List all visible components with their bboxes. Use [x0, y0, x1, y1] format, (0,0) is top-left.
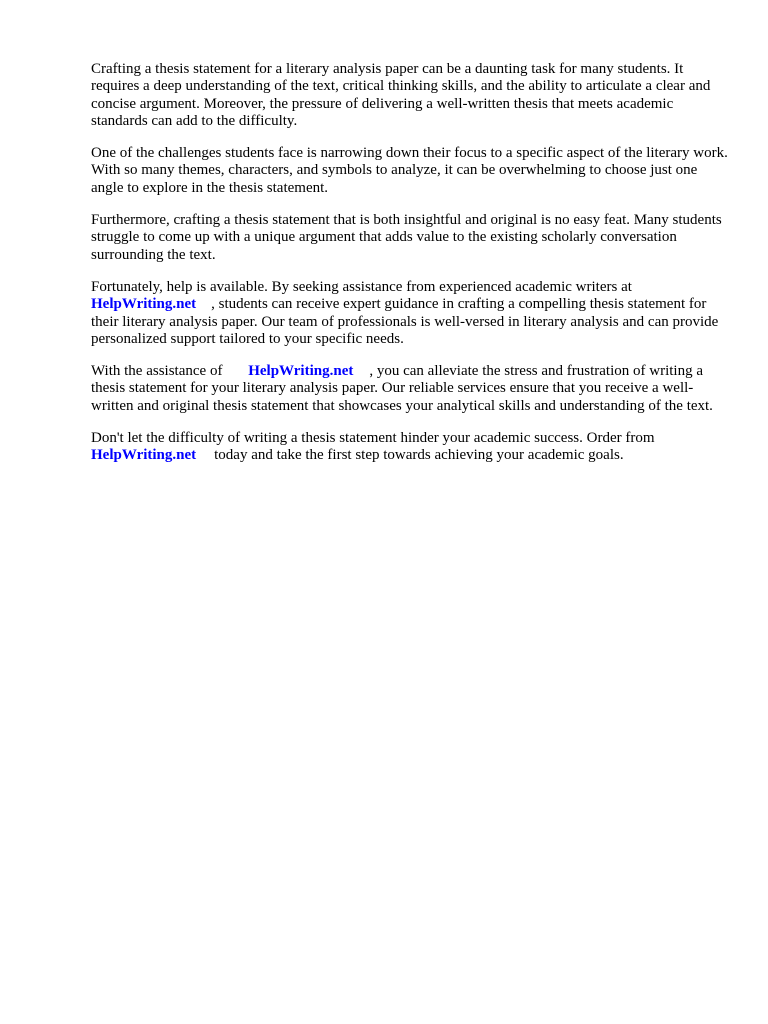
paragraph-text-before: Fortunately, help is available. By seeking assistance from experienced academic writers at: [91, 278, 632, 295]
paragraph-challenge-originality: [91, 212, 731, 264]
helpwriting-link[interactable]: HelpWriting.net: [248, 363, 354, 380]
helpwriting-link[interactable]: HelpWriting.net: [91, 296, 197, 313]
paragraph-text-before: Don't let the difficulty of writing a thesis statement hinder your academic success. Order from: [91, 430, 655, 447]
paragraph-text-after: , students can receive expert guidance in crafting a compelling thesis statement for their literary analysis paper. Our team of professionals is well-versed in literary analysis and can provide personalized support tailored to your specific needs.: [91, 296, 719, 347]
paragraph-text-before: With the assistance of: [91, 363, 223, 380]
paragraph-text: Furthermore, crafting a thesis statement that is both insightful and original is no easy feat. Many students struggle to come up with a unique argument that adds value to the existing scholarly conversation surrounding the text.: [91, 212, 722, 263]
paragraph-challenge-focus: [91, 145, 731, 197]
paragraph-text-after: today and take the first step towards achieving your academic goals.: [214, 447, 624, 464]
document-body: [91, 61, 731, 480]
paragraph-text: One of the challenges students face is narrowing down their focus to a specific aspect of the literary work. With so many themes, characters, and symbols to analyze, it can be overwhelming to choose just one angle to explore in the thesis statement.: [91, 145, 728, 196]
helpwriting-link[interactable]: HelpWriting.net: [91, 447, 197, 464]
paragraph-text-after: , you can alleviate the stress and frustration of writing a thesis statement for your literary analysis paper. Our reliable services ensure that you receive a well-written and original thesis statement that showcases your analytical skills and understanding of the text.: [91, 363, 713, 414]
paragraph-assistance: [91, 363, 731, 415]
paragraph-text: Crafting a thesis statement for a literary analysis paper can be a daunting task for many students. It requires a deep understanding of the text, critical thinking skills, and the ability to articulate a clear and concise argument. Moreover, the pressure of delivering a well-written thesis that meets academic standards can add to the difficulty.: [91, 61, 711, 129]
paragraph-intro: [91, 61, 731, 130]
paragraph-help-available: [91, 279, 731, 348]
paragraph-call-to-action: [91, 430, 731, 465]
